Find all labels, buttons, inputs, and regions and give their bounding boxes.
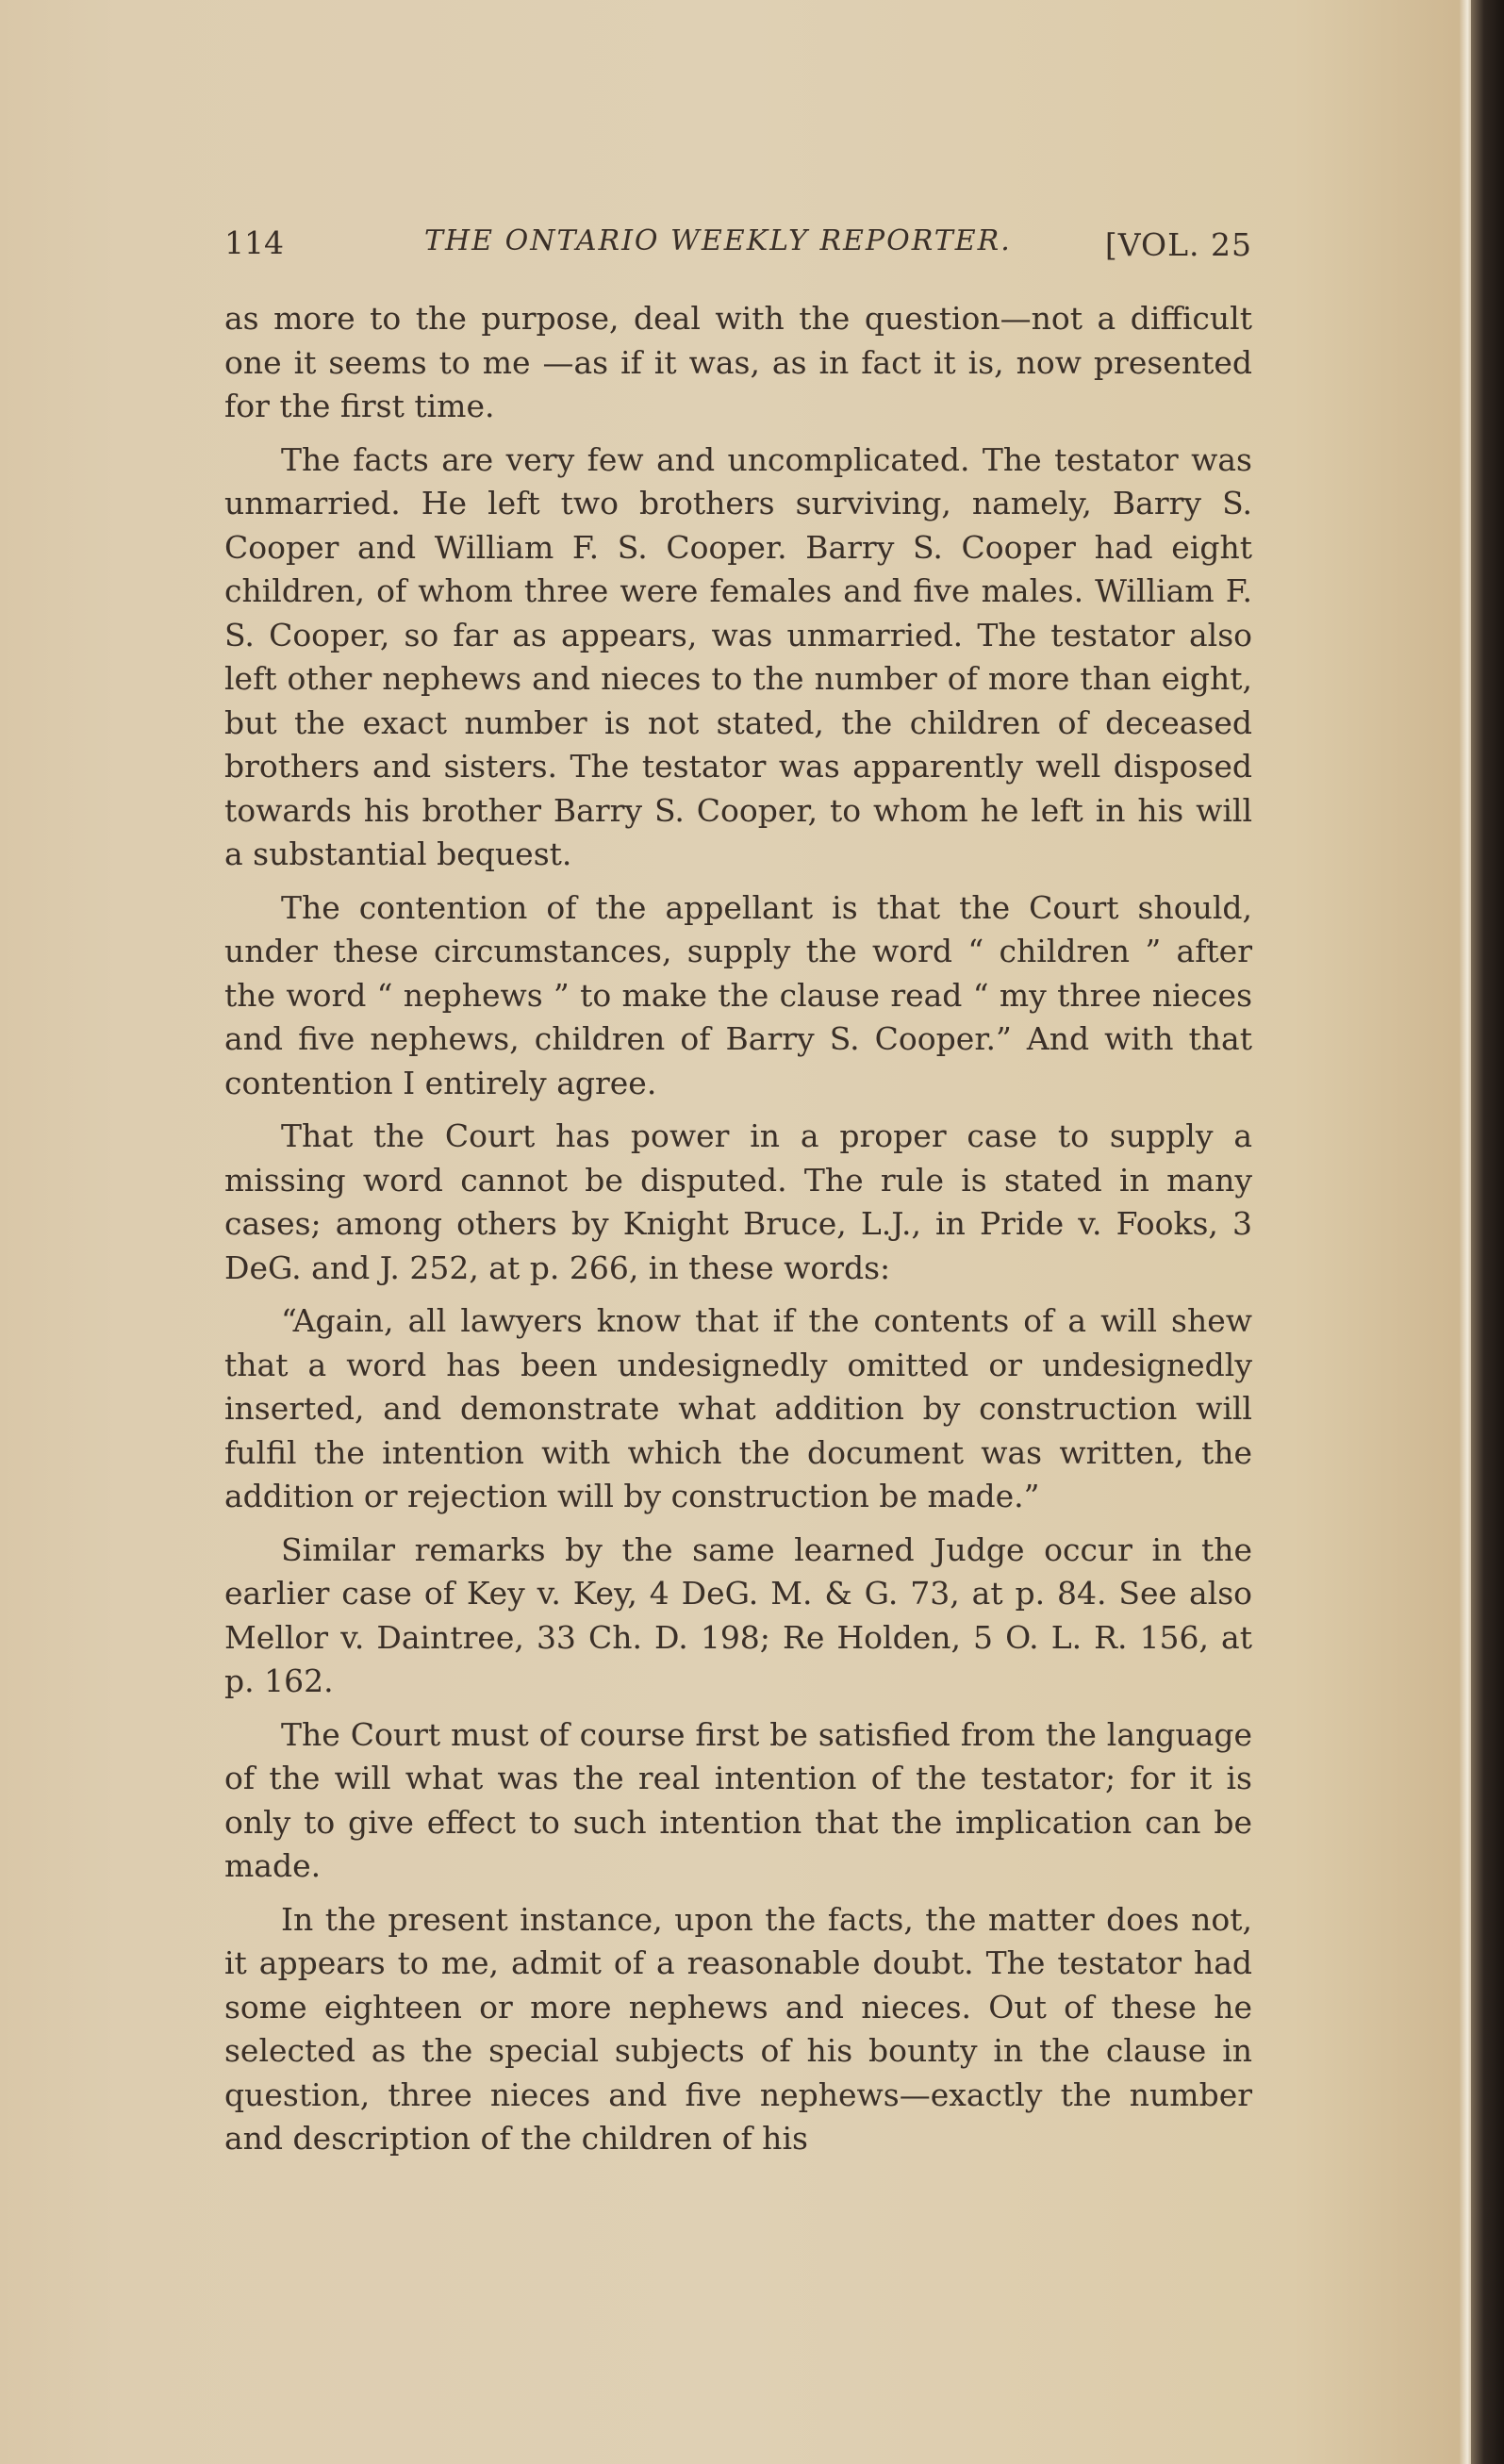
paragraph: as more to the purpose, deal with the question—not a difficult one it seems to me —as if it was, as in fact it is, now presented for the first time. — [224, 300, 1252, 424]
paragraph: The contention of the appellant is that the Court should, under these circumstances, supply the word “ children ” after the word “ nephews ” to make the clause read “ my three nieces and five nephews, children of Barry S. Cooper.” And with that contention I entirely agree. — [224, 888, 1252, 1101]
paragraph: In the present instance, upon the facts, the matter does not, it appears to me, admit of a reasonable doubt. The testator had some eighteen or more nephews and nieces. Out of these he selected as the special subjects of his bounty in the clause in question, three nieces and five nephews—exactly the number and description of the children of his — [224, 1900, 1252, 2157]
running-title: THE ONTARIO WEEKLY REPORTER. — [424, 224, 1012, 257]
paragraph: The Court must of course first be satisfied from the language of the will what was the real intention of the testator; for it is only to give effect to such intention that the implication can be made. — [224, 1715, 1252, 1884]
volume-label: [VOL. 25 — [1104, 226, 1252, 263]
body-text — [224, 297, 1252, 2171]
quotation-paragraph: “Again, all lawyers know that if the contents of a will shew that a word has been undesignedly omitted or undesignedly inserted, and demonstrate what addition by construction will fulfil the intention with which the document was written, the addition or rejection will by construction be made.” — [224, 1302, 1252, 1514]
paragraph: Similar remarks by the same learned Judge occur in the earlier case of Key v. Key, 4 DeG. M. & G. 73, at p. 84. See also Mellor v. Daintree, 33 Ch. D. 198; Re Holden, 5 O. L. R. 156, at p. 162. — [224, 1530, 1252, 1699]
book-spine-shadow — [1471, 0, 1504, 2464]
page-number: 114 — [224, 224, 284, 261]
paragraph: That the Court has power in a proper case to supply a missing word cannot be disputed. The rule is stated in many cases; among others by Knight Bruce, L.J., in Pride v. Fooks, 3 DeG. and J. 252, at p. 266, in these words: — [224, 1117, 1252, 1286]
running-header — [224, 217, 1252, 273]
paragraph: The facts are very few and uncomplicated. The testator was unmarried. He left two brothers surviving, namely, Barry S. Cooper and William F. S. Cooper. Barry S. Cooper had eight children, of whom three were females and five males. William F. S. Cooper, so far as appears, was unmarried. The testator also left other nephews and nieces to the number of more than eight, but the exact number is not stated, the children of deceased brothers and sisters. The testator was apparently well disposed towards his brother Barry S. Cooper, to whom he left in his will a substantial bequest. — [224, 440, 1252, 872]
